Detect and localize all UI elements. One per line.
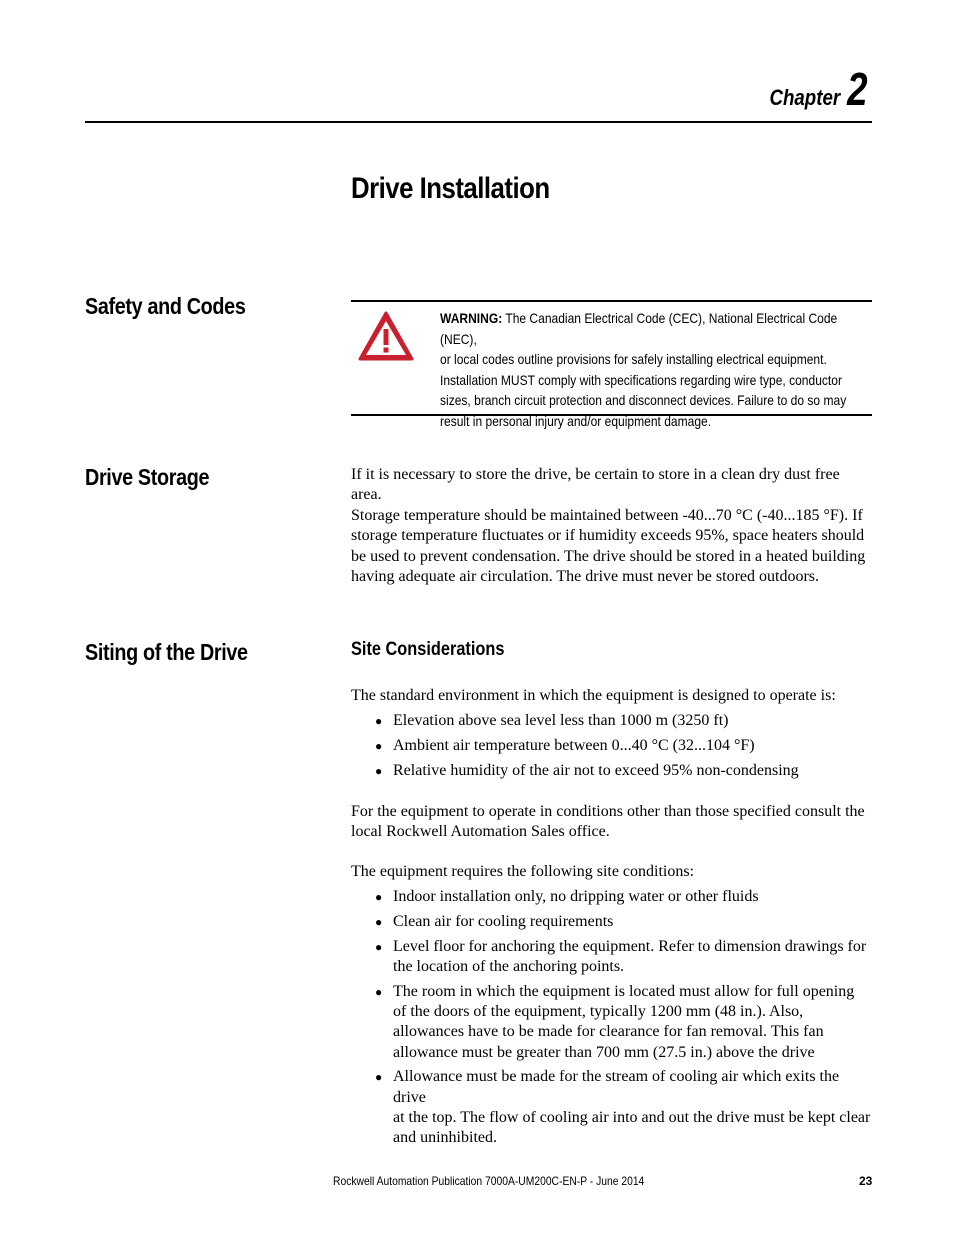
list-item-line: of the doors of the equipment, typically 1200 mm (48 in.). Also,	[393, 1002, 804, 1020]
siting-other-conditions	[351, 802, 872, 843]
list-item-line: and uninhibited.	[393, 1129, 497, 1147]
paragraph-line: For the equipment to operate in conditions other than those specified consult the	[351, 803, 865, 820]
list-item	[351, 887, 872, 907]
list-item-line: allowances have to be made for clearance for fan removal. This fan	[393, 1023, 824, 1041]
list-item-line: Level floor for anchoring the equipment. Refer to dimension drawings for	[393, 937, 867, 955]
footer-publication: Rockwell Automation Publication 7000A-UM200C-EN-P - June 2014	[333, 1174, 645, 1188]
warning-line	[440, 308, 866, 349]
warning-box	[351, 300, 872, 429]
warning-text	[440, 308, 866, 431]
paragraph-line: The equipment requires the following site conditions:	[351, 863, 695, 880]
list-item-text: Relative humidity of the air not to exceed 95% non-condensing	[393, 761, 799, 779]
chapter-number: 2	[847, 63, 868, 115]
warning-line: Installation MUST comply with specifications regarding wire type, conductor	[440, 371, 842, 388]
list-item-line: allowance must be greater than 700 mm (27.5 in.) above the drive	[393, 1043, 815, 1061]
bullet-icon: ●	[375, 1070, 383, 1085]
page-number: 23	[859, 1174, 873, 1188]
paragraph-line: If it is necessary to store the drive, be certain to store in a clean dry dust free area.	[351, 466, 840, 504]
list-item-text: Elevation above sea level less than 1000 m (3250 ft)	[393, 712, 729, 729]
list-item	[351, 937, 872, 978]
storage-paragraph-2	[351, 506, 872, 587]
list-item-line: Indoor installation only, no dripping water or other fluids	[393, 888, 759, 905]
storage-paragraph-1	[351, 465, 872, 506]
warning-line: result in personal injury and/or equipment damage.	[440, 412, 712, 429]
paragraph-line: local Rockwell Automation Sales office.	[351, 823, 610, 841]
list-item-line: The room in which the equipment is located must allow for full opening	[393, 982, 855, 1000]
bullet-icon: ●	[375, 714, 383, 728]
header-rule	[85, 121, 872, 123]
bullet-icon: ●	[375, 939, 383, 954]
requirements-bullet-list	[351, 887, 872, 1153]
bullet-icon: ●	[375, 890, 383, 904]
list-item	[351, 711, 872, 731]
section-heading-storage: Drive Storage	[85, 464, 210, 490]
list-item-line: Allowance must be made for the stream of cooling air which exits the drive	[393, 1068, 840, 1106]
list-item	[351, 736, 872, 756]
list-item-text: Ambient air temperature between 0...40 °C (32...104 °F)	[393, 736, 755, 754]
list-item-line: at the top. The flow of cooling air into and out the drive must be kept clear	[393, 1108, 871, 1126]
environment-bullet-list	[351, 711, 872, 785]
list-item	[351, 1067, 872, 1148]
chapter-label	[757, 62, 868, 116]
warning-line: sizes, branch circuit protection and disconnect devices. Failure to do so may	[440, 392, 847, 408]
section-heading-siting: Siting of the Drive	[85, 639, 248, 665]
siting-intro	[351, 686, 872, 706]
bullet-icon: ●	[375, 914, 383, 929]
paragraph-line: storage temperature fluctuates or if humidity exceeds 95%, space heaters should	[351, 527, 865, 545]
bullet-icon: ●	[375, 738, 383, 753]
warning-line-text: The Canadian Electrical Code (CEC), National Electrical Code (NEC),	[440, 310, 838, 347]
page-title: Drive Installation	[351, 172, 550, 205]
bullet-icon: ●	[375, 763, 383, 778]
paragraph-line: The standard environment in which the equipment is designed to operate is:	[351, 687, 836, 704]
warning-triangle-icon	[357, 310, 415, 362]
subheading-site-considerations: Site Considerations	[351, 639, 505, 660]
warning-line: or local codes outline provisions for safely installing electrical equipment.	[440, 351, 827, 367]
warning-label: WARNING:	[440, 310, 503, 326]
section-heading-safety: Safety and Codes	[85, 293, 246, 319]
paragraph-line: having adequate air circulation. The drive must never be stored outdoors.	[351, 567, 819, 585]
list-item-line: the location of the anchoring points.	[393, 957, 625, 975]
paragraph-line: be used to prevent condensation. The drive should be stored in a heated building	[351, 547, 866, 565]
siting-requirements-intro	[351, 862, 872, 882]
paragraph-line: Storage temperature should be maintained between -40...70 °C (-40...185 °F). If	[351, 507, 863, 524]
list-item	[351, 982, 872, 1063]
bullet-icon: ●	[375, 984, 383, 999]
list-item	[351, 761, 872, 781]
list-item-line: Clean air for cooling requirements	[393, 912, 614, 930]
list-item	[351, 912, 872, 932]
chapter-word: Chapter	[769, 85, 841, 110]
